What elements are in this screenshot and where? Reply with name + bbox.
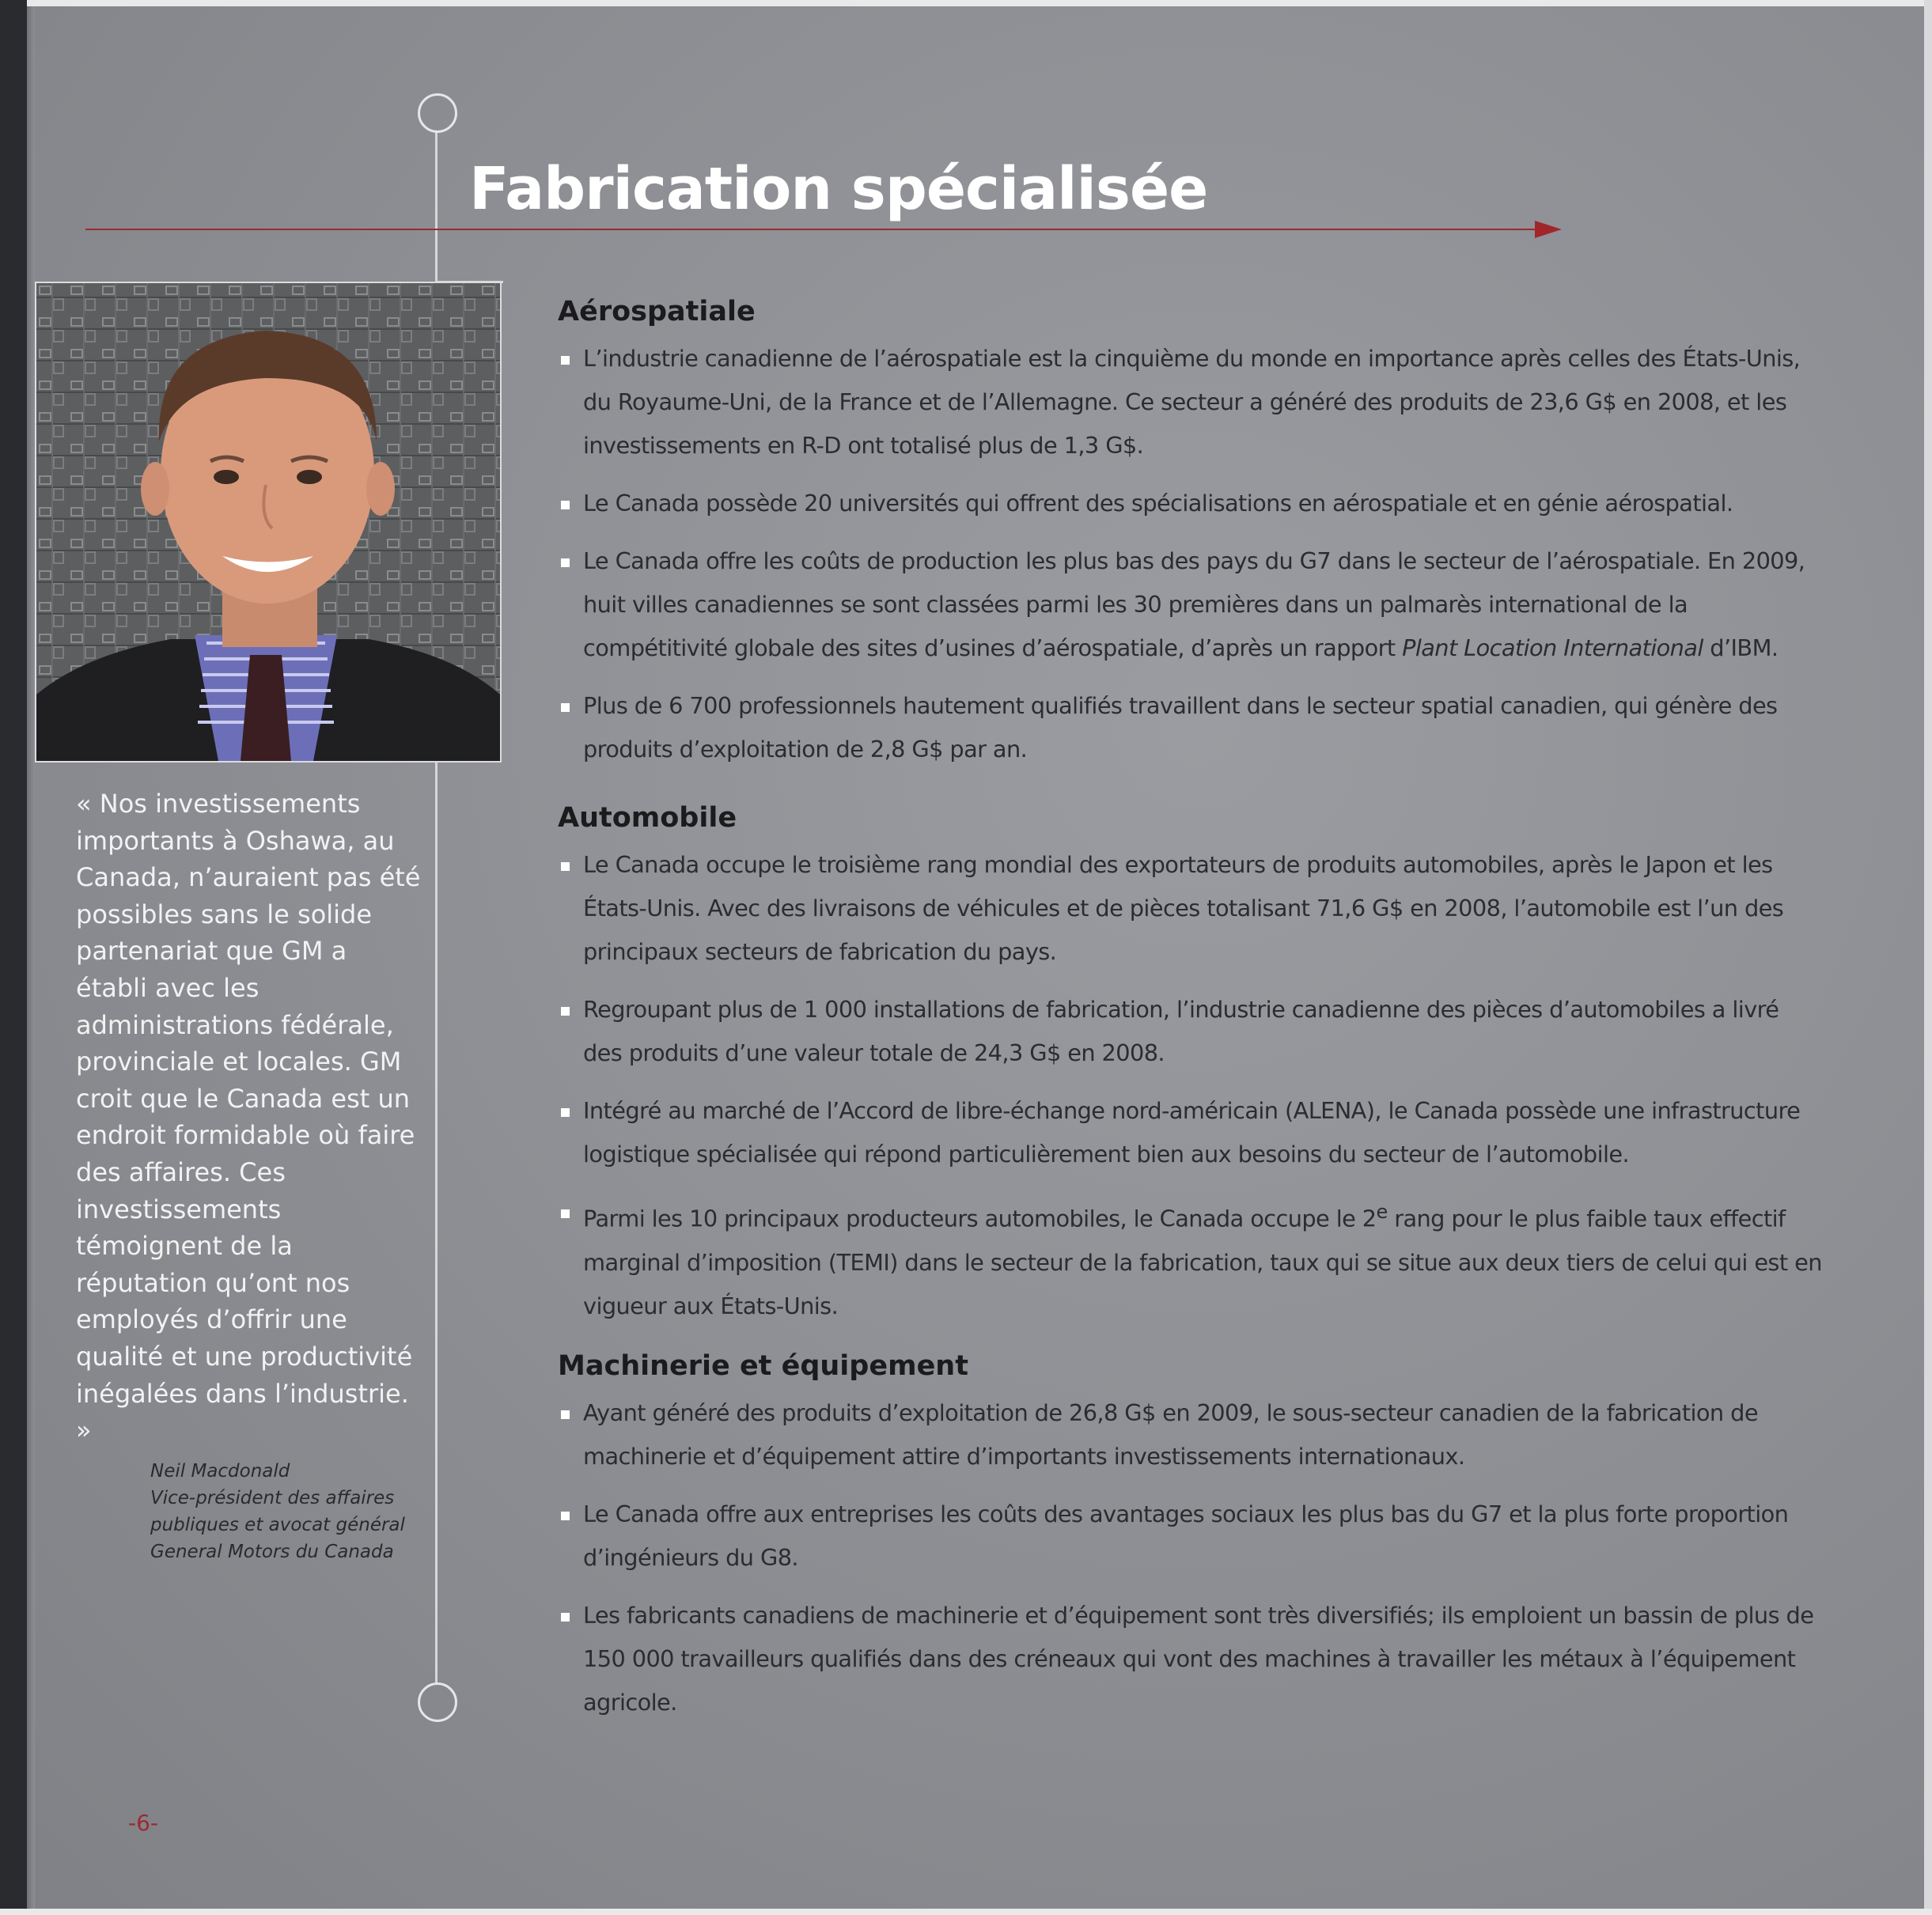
list-item-text: Plus de 6 700 professionnels hautement qualifiés travaillent dans le secteur spatial canadien, qui génère des produits d’exploitation de 2,8 G$ par an. [583,692,1778,763]
timeline-bottom-circle [418,1682,457,1722]
bullet-list [558,843,1824,1328]
superscript: e [1376,1201,1388,1223]
section-title: Aérospatiale [558,296,756,327]
list-item-text: Le Canada possède 20 universités qui offrent des spécialisations en aérospatiale et en génie aérospatial. [583,490,1733,517]
section-title: Machinerie et équipement [558,1350,968,1382]
section-automobile [558,799,1824,1342]
title-rule [85,229,1549,230]
report-title: Plant Location International [1402,634,1703,661]
list-item-text-before: Le Canada offre les coûts de production les plus bas des pays du G7 dans le secteur de l’aérospatiale. En 2009, huit villes canadiennes se sont classées parmi les 30 premières dans un palmarès international de la compétitivité globale des sites d’usines d’aérospatiale, d’après un rapport [583,547,1805,661]
bullet-square-icon [561,1007,570,1016]
page-top-edge [27,0,1932,6]
bullet-square-icon [561,862,570,871]
portrait-illustration [36,283,500,761]
list-item-text: Ayant généré des produits d’exploitation de 26,8 G$ en 2009, le sous-secteur canadien de la fabrication de machinerie et d’équipement attire d’importants investissements internationaux. [583,1399,1758,1470]
list-item-text: Intégré au marché de l’Accord de libre-échange nord-américain (ALENA), le Canada possède une infrastructure logistique spécialisée qui répond particulièrement bien aux besoins du secteur de l’automobile. [583,1097,1801,1168]
list-item-text-after: d’IBM. [1703,634,1779,661]
page-number: -6- [128,1810,159,1836]
pull-quote: « Nos investissements importants à Oshawa, au Canada, n’auraient pas été possibles sans le solide partenariat que GM a établi avec les administrations fédérale, provinciale et locales. GM croit que le Canada est un endroit formidable où faire des affaires. Ces investissements témoignent de la réputation qu’ont nos employés d’offrir une qualité et une productivité inégalées dans l’industrie. » [76,789,421,1446]
list-item-text: L’industrie canadienne de l’aérospatiale est la cinquième du monde en importance après celles des États-Unis, du Royaume-Uni, de la France et de l’Allemagne. Ce secteur a généré des produits de 23,6 G$ en 2008, et les investissements en R-D ont totalisé plus de 1,3 G$. [583,345,1801,459]
list-item [558,1190,1824,1328]
section-aerospatiale [558,293,1824,785]
attribution-name: Neil Macdonald [150,1461,290,1482]
bullet-square-icon [561,1613,570,1622]
bullet-square-icon [561,501,570,509]
list-item-text: Le Canada offre aux entreprises les coûts des avantages sociaux les plus bas du G7 et la plus forte proportion d’ingénieurs du G8. [583,1501,1789,1571]
list-item [558,1493,1824,1580]
section-title: Automobile [558,802,737,834]
page-bottom-edge [0,1909,1932,1915]
list-item-text-after: rang pour le plus faible taux effectif marginal d’imposition (TEMI) dans le secteur de la fabrication, taux qui se situe aux deux tiers de celui qui est en vigueur aux États-Unis. [583,1205,1822,1319]
book-spine [0,0,27,1915]
list-item [558,482,1824,525]
list-item [558,1391,1824,1478]
bullet-list [558,337,1824,771]
bullet-square-icon [561,1209,570,1218]
bullet-square-icon [561,356,570,365]
bullet-square-icon [561,1512,570,1520]
list-item-text-before: Parmi les 10 principaux producteurs automobiles, le Canada occupe le 2 [583,1205,1377,1232]
spine-shadow [27,0,35,1915]
quote-attribution [150,1458,435,1565]
bullet-list [558,1391,1824,1724]
bullet-square-icon [561,703,570,712]
list-item-text: Regroupant plus de 1 000 installations de fabrication, l’industrie canadienne des pièces d’automobiles a livré des produits d’une valeur totale de 24,3 G$ en 2008. [583,996,1779,1066]
list-item [558,539,1824,670]
list-item [558,1089,1824,1176]
list-item [558,684,1824,771]
page-right-edge [1924,0,1932,1915]
list-item-text: Les fabricants canadiens de machinerie et d’équipement sont très diversifiés; ils emploient un bassin de plus de 150 000 travailleurs qualifiés dans des créneaux qui vont des machines à travailler les métaux à l’équipement agricole. [583,1602,1814,1716]
bullet-square-icon [561,1410,570,1419]
timeline-top-circle [418,93,457,133]
title-arrow-icon [1535,221,1562,238]
list-item [558,988,1824,1075]
list-item-text: Le Canada occupe le troisième rang mondial des exportateurs de produits automobiles, après le Japon et les États-Unis. Avec des livraisons de véhicules et de pièces totalisant 71,6 G$ en 2008, l’automobile est l’un des principaux secteurs de fabrication du pays. [583,851,1784,965]
bullet-square-icon [561,558,570,567]
attribution-role-line-2: publiques et avocat général [150,1515,405,1535]
section-machinerie [558,1347,1824,1739]
portrait-photo [35,282,502,763]
attribution-role-line-1: Vice-président des affaires [150,1488,395,1508]
list-item [558,843,1824,974]
page-title: Fabrication spécialisée [469,155,1208,223]
attribution-company: General Motors du Canada [150,1542,394,1562]
bullet-square-icon [561,1108,570,1117]
list-item [558,1594,1824,1724]
list-item [558,337,1824,467]
